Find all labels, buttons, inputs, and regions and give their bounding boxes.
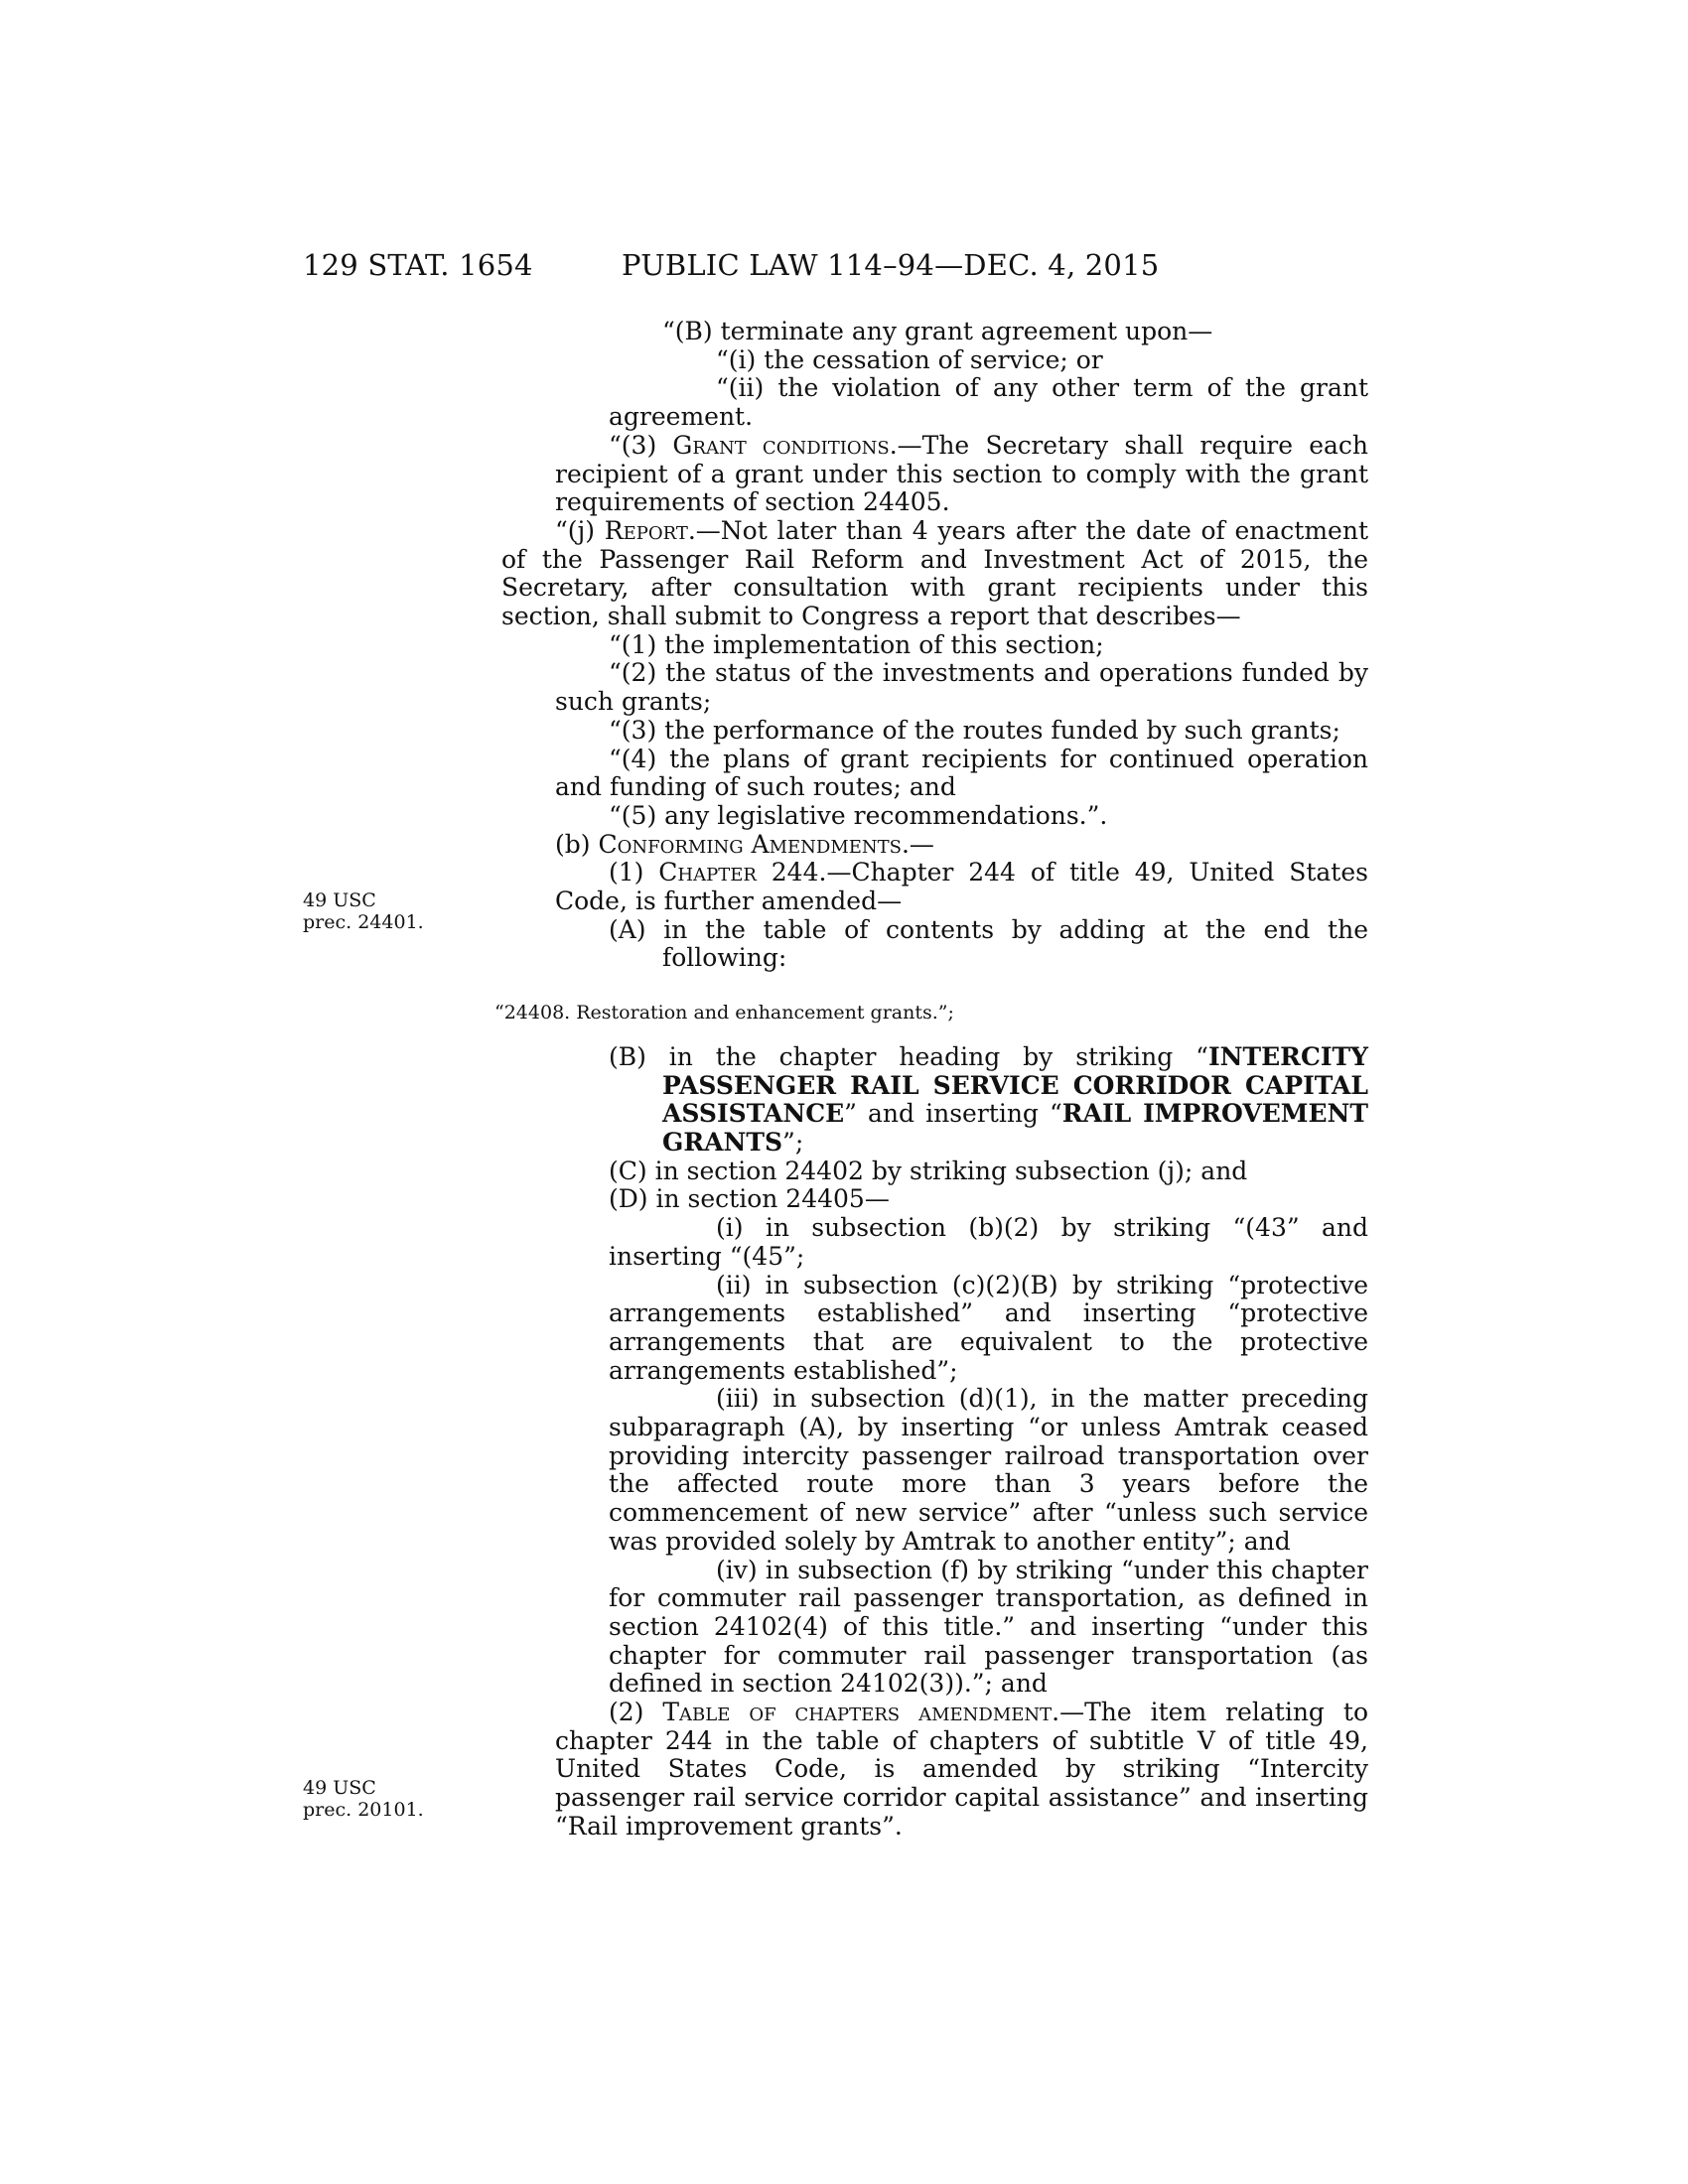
paragraph: (iv) in subsection (f) by striking “under this chapter for commuter rail passenger transportation, as defined in section 24102(4) of this title.” and inserting “under this chapter for commuter rail passenger transportation (as defined in section 24102(3)).”; and (609, 1555, 1368, 1699)
margin-note-line: prec. 24401. (303, 911, 424, 933)
paragraph-heading: Grant conditions (672, 430, 890, 460)
paragraph: (A) in the table of contents by adding at the end the following: (609, 914, 1368, 973)
running-head: PUBLIC LAW 114–94—DEC. 4, 2015 (622, 248, 1160, 282)
body-text (494, 317, 1369, 1842)
paragraph: “(B) terminate any grant agreement upon— (662, 317, 1213, 345)
paragraph: (C) in section 24402 by striking subsection (j); and (609, 1156, 1248, 1185)
statute-page-number: 129 STAT. 1654 (303, 248, 533, 282)
margin-note (303, 889, 424, 933)
paragraph: “(2) the status of the investments and operations funded by such grants; (555, 658, 1368, 717)
paragraph: (b) Conforming Amendments.— (555, 829, 934, 859)
toc-entry: “24408. Restoration and enhancement grants.”; (494, 1002, 954, 1024)
paragraph: “(j) Report.—Not later than 4 years after the date of enactment of the Passenger Rail Reform and Investment Act of 2015, the Secretary, after consultation with grant recipients under this section, shall submit to Congress a report that describes— (501, 515, 1368, 631)
margin-note-line: prec. 20101. (303, 1799, 424, 1821)
paragraph: (ii) in subsection (c)(2)(B) by striking “protective arrangements established” and inserting “protective arrangements that are equivalent to the protective arrangements established”; (609, 1270, 1368, 1385)
paragraph-heading: Chapter 244 (658, 858, 819, 887)
paragraph: “(3) Grant conditions.—The Secretary shall require each recipient of a grant under this section to comply with the grant requirements of section 24405. (555, 430, 1369, 517)
inserted-heading: RAIL IMPROVEMENT GRANTS (662, 1099, 1368, 1157)
margin-note-line: 49 USC (303, 1777, 376, 1799)
paragraph: “(5) any legislative recommendations.”. (609, 800, 1108, 830)
paragraph: (D) in section 24405— (609, 1184, 890, 1214)
paragraph-heading: Conforming Amendments (598, 829, 902, 859)
paragraph: “(i) the cessation of service; or (716, 344, 1103, 374)
paragraph: “(3) the performance of the routes funded by such grants; (609, 715, 1340, 745)
paragraph: “(ii) the violation of any other term of the grant agreement. (609, 373, 1368, 432)
struck-heading: INTERCITY PASSENGER RAIL SERVICE CORRIDOR CAPITAL ASSISTANCE (662, 1041, 1368, 1129)
margin-note (303, 1777, 424, 1821)
paragraph: “(1) the implementation of this section; (609, 629, 1104, 659)
paragraph-heading: Report (604, 515, 688, 545)
paragraph: (1) Chapter 244.—Chapter 244 of title 49, United States Code, is further amended— (555, 858, 1368, 916)
paragraph-heading: Table of chapters amendment (662, 1698, 1053, 1727)
margin-note-line: 49 USC (303, 889, 376, 911)
paragraph: (2) Table of chapters amendment.—The item relating to chapter 244 in the table of chapters of subtitle V of title 49, United States Code, is amended by striking “Intercity passenger rail service corridor capital assistance” and inserting “Rail improvement grants”. (555, 1698, 1368, 1841)
paragraph: (B) in the chapter heading by striking “INTERCITY PASSENGER RAIL SERVICE CORRIDOR CAPITAL ASSISTANCE” and inserting “RAIL IMPROVEMENT GRANTS”; (609, 1041, 1368, 1157)
paragraph: “(4) the plans of grant recipients for continued operation and funding of such routes; and (555, 744, 1368, 802)
paragraph: (i) in subsection (b)(2) by striking “(43” and inserting “(45”; (609, 1213, 1368, 1271)
paragraph: (iii) in subsection (d)(1), in the matter preceding subparagraph (A), by inserting “or unless Amtrak ceased providing intercity passenger railroad transportation over the affected route more than 3 years before the commencement of new service” after “unless such service was provided solely by Amtrak to another entity”; and (609, 1384, 1368, 1556)
